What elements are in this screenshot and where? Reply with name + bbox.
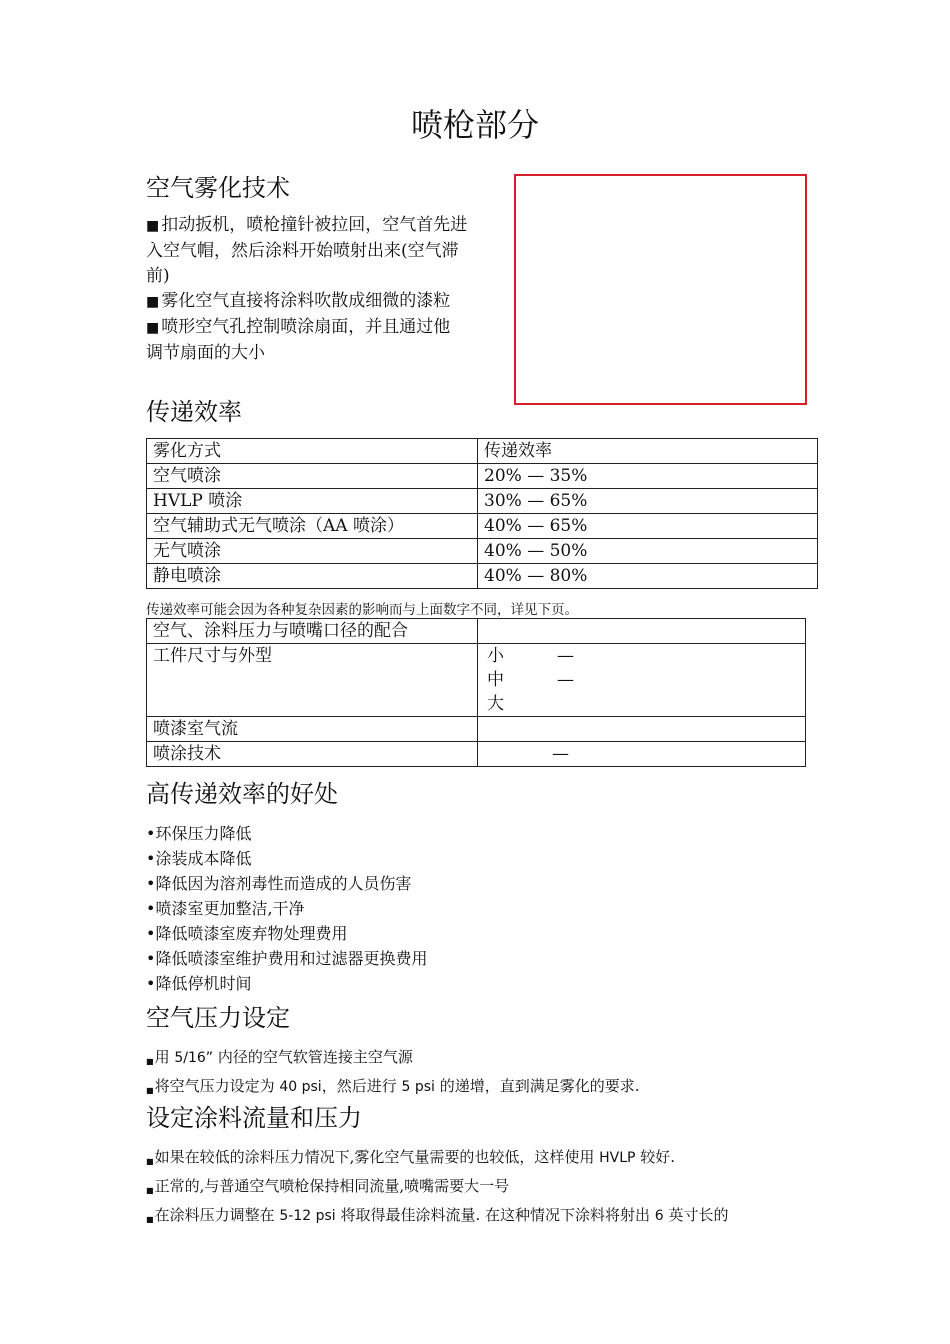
air-pressure-text bbox=[146, 1045, 640, 1103]
list-item: •涂装成本降低 bbox=[146, 849, 252, 868]
section-heading-air-atomization: 空气雾化技术 bbox=[146, 174, 290, 202]
bullet-marker-icon: ■ bbox=[146, 1186, 154, 1195]
list-item: •喷漆室更加整洁,干净 bbox=[146, 899, 305, 918]
section-heading-benefits: 高传递效率的好处 bbox=[146, 780, 338, 808]
bullet-marker-icon: ■ bbox=[146, 1157, 154, 1166]
transfer-efficiency-table bbox=[146, 438, 818, 589]
fluid-flow-text bbox=[146, 1145, 728, 1232]
bullet-marker-icon: ■ bbox=[146, 1057, 154, 1066]
section-heading-transfer-efficiency: 传递效率 bbox=[146, 398, 242, 426]
table-cell bbox=[478, 717, 806, 742]
size-item: 中 — bbox=[487, 670, 574, 690]
table-cell: 喷漆室气流 bbox=[147, 717, 478, 742]
table-header-cell: 雾化方式 bbox=[147, 439, 478, 464]
bullet-dot-icon: • bbox=[146, 874, 156, 893]
table-cell bbox=[478, 644, 806, 717]
bullet-square-icon: ■ bbox=[146, 218, 160, 234]
text-line: ■在涂料压力调整在 5-12 psi 将取得最佳涂料流量. 在这种情况下涂料将射出 6 英寸长的 bbox=[146, 1206, 729, 1224]
table-cell: 20% — 35% bbox=[478, 464, 818, 489]
air-atomization-text bbox=[146, 213, 506, 366]
table-row bbox=[147, 717, 806, 742]
list-item: •降低因为溶剂毒性而造成的人员伤害 bbox=[146, 874, 412, 893]
table-row bbox=[147, 464, 818, 489]
table-cell: 空气辅助式无气喷涂（AA 喷涂） bbox=[147, 514, 478, 539]
text-line: ■ 喷形空气孔控制喷涂扇面，并且通过他 bbox=[146, 317, 451, 337]
bullet-square-icon: ■ bbox=[146, 320, 160, 336]
transfer-efficiency-note: 传递效率可能会因为各种复杂因素的影响而与上面数字不同，详见下页。 bbox=[146, 602, 578, 618]
bullet-dot-icon: • bbox=[146, 949, 156, 968]
text-line: ■用 5/16” 内径的空气软管连接主空气源 bbox=[146, 1048, 413, 1066]
section-heading-fluid-flow: 设定涂料流量和压力 bbox=[146, 1104, 362, 1132]
table-row bbox=[147, 742, 806, 767]
text-line: ■正常的,与普通空气喷枪保持相同流量,喷嘴需要大一号 bbox=[146, 1177, 510, 1195]
table-row bbox=[147, 514, 818, 539]
section-heading-air-pressure: 空气压力设定 bbox=[146, 1004, 290, 1032]
bullet-dot-icon: • bbox=[146, 899, 156, 918]
table-cell bbox=[478, 619, 806, 644]
text-line: ■ 扣动扳机，喷枪撞针被拉回，空气首先进 bbox=[146, 215, 468, 235]
bullet-dot-icon: • bbox=[146, 974, 156, 993]
size-item: 小 — bbox=[487, 646, 574, 666]
list-item: •降低喷漆室废弃物处理费用 bbox=[146, 924, 348, 943]
table-cell: 喷涂技术 bbox=[147, 742, 478, 767]
table-row bbox=[147, 619, 806, 644]
text-line: 调节扇面的大小 bbox=[146, 343, 265, 363]
table-row bbox=[147, 489, 818, 514]
table-cell: 空气、涂料压力与喷嘴口径的配合 bbox=[147, 619, 478, 644]
list-item: •降低喷漆室维护费用和过滤器更换费用 bbox=[146, 949, 428, 968]
text-line: 入空气帽，然后涂料开始喷射出来(空气滞 bbox=[146, 241, 459, 261]
bullet-square-icon: ■ bbox=[146, 294, 160, 310]
table-row bbox=[147, 644, 806, 717]
text-line: 前) bbox=[146, 266, 170, 286]
table-cell: 40% — 65% bbox=[478, 514, 818, 539]
bullet-marker-icon: ■ bbox=[146, 1086, 154, 1095]
bullet-dot-icon: • bbox=[146, 849, 156, 868]
table-cell: 40% — 50% bbox=[478, 539, 818, 564]
text-line: ■ 雾化空气直接将涂料吹散成细微的漆粒 bbox=[146, 291, 451, 311]
table-cell: 静电喷涂 bbox=[147, 564, 478, 589]
table-cell: 工件尺寸与外型 bbox=[147, 644, 478, 717]
text-line: ■将空气压力设定为 40 psi，然后进行 5 psi 的递增，直到满足雾化的要求. bbox=[146, 1077, 640, 1095]
table-cell: 无气喷涂 bbox=[147, 539, 478, 564]
table-cell: 空气喷涂 bbox=[147, 464, 478, 489]
text-line: ■如果在较低的涂料压力情况下,雾化空气量需要的也较低，这样使用 HVLP 较好. bbox=[146, 1148, 676, 1166]
image-placeholder-frame bbox=[514, 174, 807, 405]
table-row bbox=[147, 539, 818, 564]
table-cell: 40% — 80% bbox=[478, 564, 818, 589]
table-cell: 30% — 65% bbox=[478, 489, 818, 514]
table-cell: HVLP 喷涂 bbox=[147, 489, 478, 514]
size-item: 大 bbox=[487, 694, 504, 714]
list-item: •降低停机时间 bbox=[146, 974, 252, 993]
table-header-cell: 传递效率 bbox=[478, 439, 818, 464]
list-item: •环保压力降低 bbox=[146, 824, 252, 843]
table-header-row bbox=[147, 439, 818, 464]
table-row bbox=[147, 564, 818, 589]
bullet-marker-icon: ■ bbox=[146, 1215, 154, 1224]
page-title: 喷枪部分 bbox=[410, 106, 539, 144]
table-cell: — bbox=[478, 742, 806, 767]
benefits-list bbox=[146, 821, 427, 996]
bullet-dot-icon: • bbox=[146, 924, 156, 943]
factors-table bbox=[146, 618, 806, 767]
bullet-dot-icon: • bbox=[146, 824, 156, 843]
